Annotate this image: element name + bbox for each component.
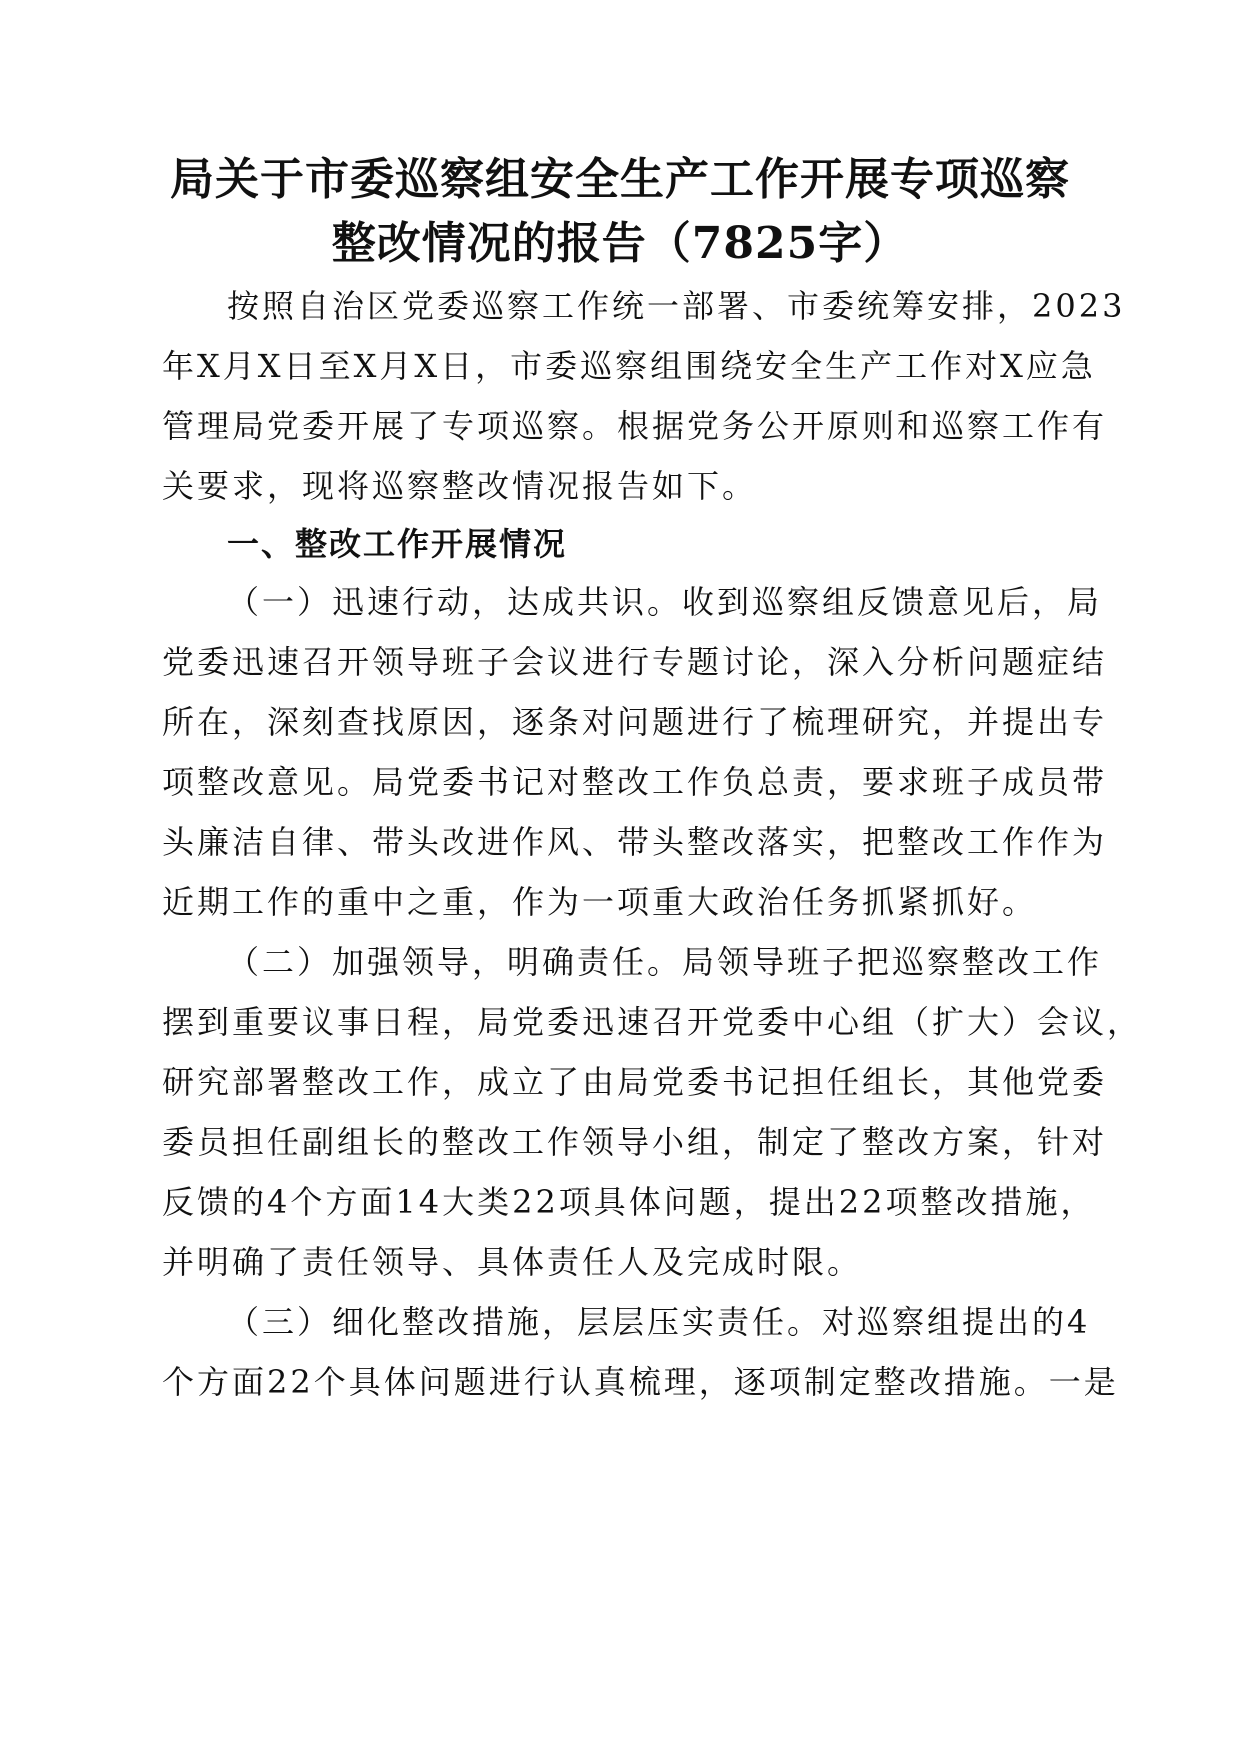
paragraph-1-line: 所在，深刻查找原因，逐条对问题进行了梳理研究，并提出专: [162, 703, 1108, 741]
paragraph-1-line: （一）迅速行动，达成共识。收到巡察组反馈意见后，局: [227, 583, 1103, 621]
paragraph-1-line: 近期工作的重中之重，作为一项重大政治任务抓紧抓好。: [162, 883, 1038, 921]
paragraph-intro-line: 管理局党委开展了专项巡察。根据党务公开原则和巡察工作有: [162, 407, 1108, 445]
section-heading-1: 一、整改工作开展情况: [227, 525, 568, 563]
paragraph-2-line: 委员担任副组长的整改工作领导小组，制定了整改方案，针对: [162, 1123, 1108, 1161]
paragraph-1-line: 头廉洁自律、带头改进作风、带头整改落实，把整改工作作为: [162, 823, 1108, 861]
paragraph-2-line: 并明确了责任领导、具体责任人及完成时限。: [162, 1243, 863, 1281]
paragraph-3-line: （三）细化整改措施，层层压实责任。对巡察组提出的4: [227, 1303, 1091, 1341]
paragraph-intro-line: 关要求，现将巡察整改情况报告如下。: [162, 467, 758, 505]
paragraph-2-line: （二）加强领导，明确责任。局领导班子把巡察整改工作: [227, 943, 1103, 981]
paragraph-2-line: 摆到重要议事日程，局党委迅速召开党委中心组（扩大）会议，: [162, 1003, 1143, 1041]
paragraph-3-line: 个方面22个具体问题进行认真梳理，逐项制定整改措施。一是: [162, 1363, 1119, 1401]
document-title-line-2: 整改情况的报告（7825字）: [331, 218, 909, 269]
paragraph-1-line: 党委迅速召开领导班子会议进行专题讨论，深入分析问题症结: [162, 643, 1108, 681]
document-title-line-1: 局关于市委巡察组安全生产工作开展专项巡察: [170, 154, 1070, 205]
paragraph-1-line: 项整改意见。局党委书记对整改工作负总责，要求班子成员带: [162, 763, 1108, 801]
paragraph-2-line: 反馈的4个方面14大类22项具体问题，提出22项整改措施，: [162, 1183, 1096, 1221]
paragraph-intro-line: 按照自治区党委巡察工作统一部署、市委统筹安排，2023: [227, 287, 1126, 325]
paragraph-2-line: 研究部署整改工作，成立了由局党委书记担任组长，其他党委: [162, 1063, 1108, 1101]
paragraph-intro-line: 年X月X日至X月X日，市委巡察组围绕安全生产工作对X应急: [162, 347, 1096, 385]
